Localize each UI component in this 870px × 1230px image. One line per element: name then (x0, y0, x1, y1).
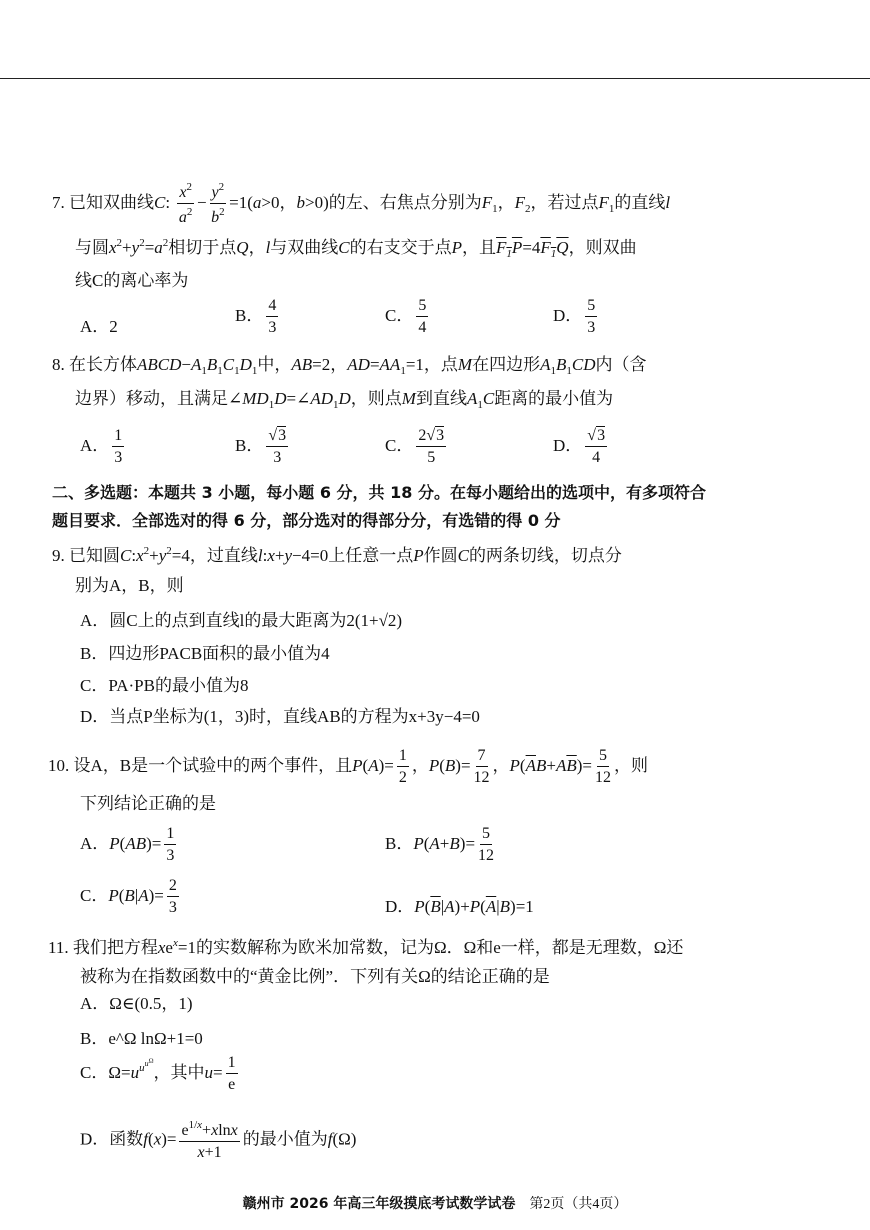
exam-title: 赣州市 2026 年高三年级摸底考试数学试卷 (242, 1196, 516, 1212)
header-rule (0, 78, 870, 79)
section-heading-line1: 二、多选题：本题共 3 小题，每小题 6 分，共 18 分。在每小题给出的选项中，有多项符合 (52, 483, 706, 502)
q8-line2: 边界）移动，且满足$\angle MD_1D=\angle AD_1D$，则点M到直线$A_1C$距离的最小值为 (75, 389, 614, 411)
q7-option-c: C． $\frac{5}{4}$ (385, 297, 427, 336)
q8-line1: 8. 在长方体$ABCD-A_1B_1C_1D_1$中，AB=2，$AD=AA_1=1$，点M在四边形$A_1B_1CD$内（含 (52, 355, 647, 377)
q11-line2: 被称为在指数函数中的“黄金比例”．下列有关Ω的结论正确的是 (80, 967, 550, 986)
q11-option-c: C．$\Omega=u^{u^{u^\Omega}}$，其中u= $\frac{1}{e}$ (80, 1054, 236, 1093)
q9-option-b: B．四边形PACB面积的最小值为4 (80, 644, 330, 663)
q9-option-d: D．当点P坐标为(1，3)时，直线AB的方程为x+3y−4=0 (80, 707, 480, 726)
q9-line2: 别为A，B，则 (75, 576, 184, 595)
q8-option-b: B． $\frac{√3}{3}$ (235, 427, 287, 466)
q10-line1: 10. 设A，B是一个试验中的两个事件，且P(A)= $\frac{1}{2}$ ，P(B)= $\frac{7}{12}$ ，$P(\overline{A}B+A\overline{B})=$ $\frac{5}{12}$ ，则 (48, 747, 648, 786)
q10-option-d: D．$P(\overline{B}|A)+P(\overline{A}|B)=1$ (385, 897, 534, 916)
q9-option-c: C．PA·PB的最小值为8 (80, 676, 249, 695)
q10-option-b: B．P(A+B)= $\frac{5}{12}$ (385, 825, 495, 864)
q11-option-a: A．Ω∈(0.5，1) (80, 994, 193, 1013)
page-number: 第2页（共4页） (529, 1197, 628, 1212)
page-footer (0, 1193, 870, 1213)
q10-option-c: C．P(B|A)= $\frac{2}{3}$ (80, 877, 177, 916)
q9-option-a: A．圆C上的点到直线l的最大距离为2(1+√2) (80, 611, 403, 630)
section-heading-line2: 题目要求．全部选对的得 6 分，部分选对的得部分分，有选错的得 0 分 (52, 511, 561, 530)
q7-option-a: A．2 (80, 317, 118, 336)
q10-option-a: A．P(AB)= $\frac{1}{3}$ (80, 825, 175, 864)
q7-line1: 7. 已知双曲线C: $\frac{x^2}{a^2}$ − $\frac{y^2}{b^2}$ =1(a>0，b>0)的左、右焦点分别为$F_1$，$F_2$，若过点$F_1$的直线l (52, 181, 671, 226)
q7-option-d: D． $\frac{5}{3}$ (553, 297, 596, 336)
q9-line1: 9. 已知圆$C:x^2+y^2=4$，过直线l:x+y−4=0上任意一点P作圆C的两条切线，切点分 (52, 545, 622, 565)
q10-line2: 下列结论正确的是 (80, 794, 216, 813)
q8-option-c: C． $\frac{2√3}{5}$ (385, 427, 445, 466)
q7-option-b: B． $\frac{4}{3}$ (235, 297, 277, 336)
q8-option-a: A． $\frac{1}{3}$ (80, 427, 123, 466)
q11-line1: 11. 我们把方程$xe^x=1$的实数解称为欧米加常数，记为Ω．Ω和e一样，都是无理数，Ω还 (48, 937, 684, 957)
q11-option-d: D．函数f(x)= $\frac{e^{1/x}+xlnx}{x+1}$ 的最小值为f(Ω) (80, 1119, 357, 1161)
q11-option-b: B．e^Ω lnΩ+1=0 (80, 1029, 203, 1048)
q7-line3: 线C的离心率为 (75, 271, 189, 290)
q8-option-d: D． $\frac{√3}{4}$ (553, 427, 606, 466)
q7-line2: 与圆$x^2+y^2=a^2$相切于点Q，l与双曲线C的右支交于点P，且$F_1P=4F_1Q$，则双曲 (75, 237, 637, 260)
